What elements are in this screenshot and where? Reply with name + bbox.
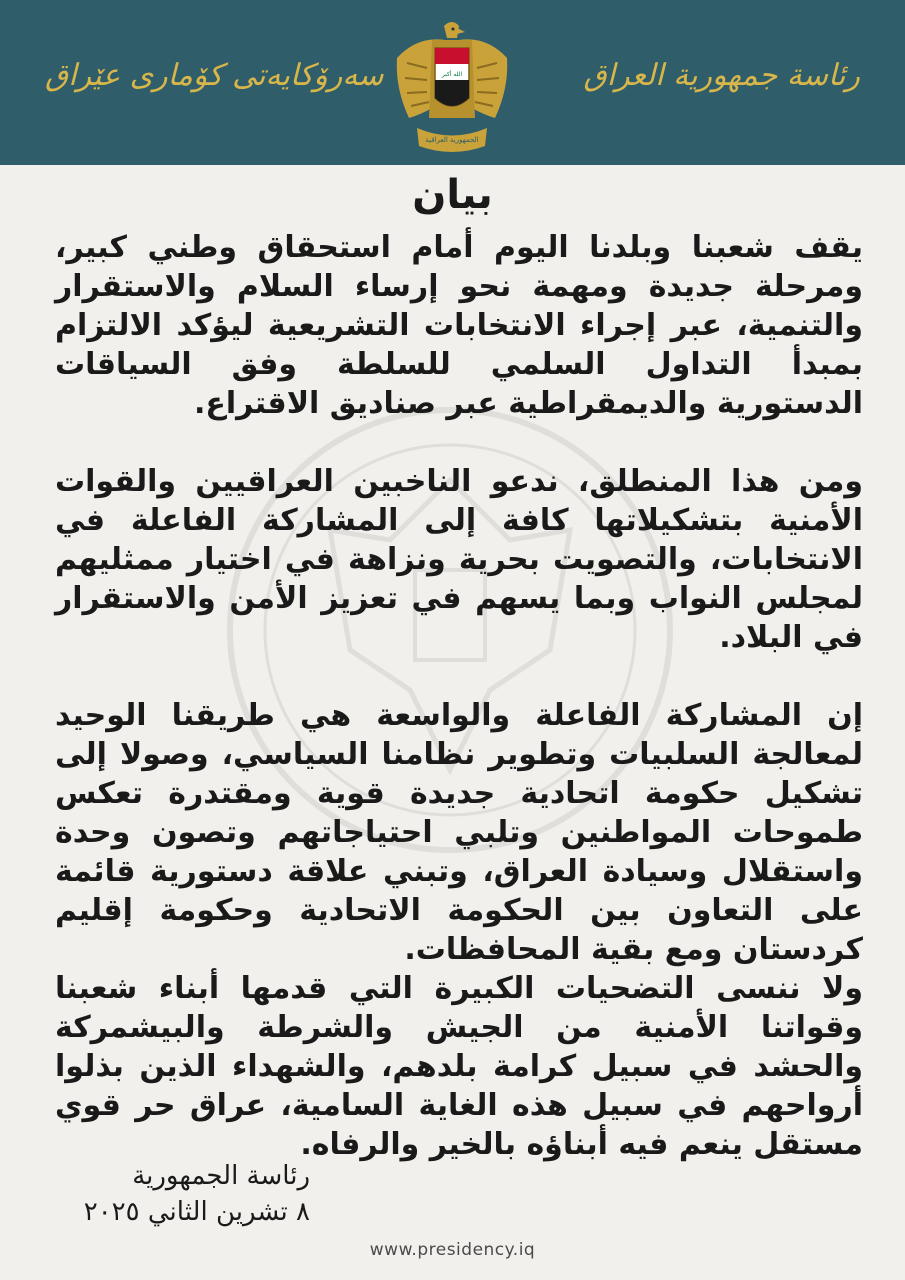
- kurdish-presidency-title: سەرۆکایەتی کۆماری عێراق: [45, 58, 384, 93]
- document-title: بيان: [412, 172, 493, 218]
- header-banner: [0, 0, 905, 165]
- paragraph: إن المشاركة الفاعلة والواسعة هي طريقنا الوحيد لمعالجة السلبيات وتطوير نظامنا السياسي، وصولا إلى تشكيل حكومة اتحادية جديدة قوية ومقتدرة تعكس طموحات المواطنين وتلبي احتياجاتهم وتصون وحدة واستقلال وسيادة العراق، وتبني علاقة دستورية قائمة على التعاون بين الحكومة الاتحادية وحكومة إقليم كردستان ومع بقية المحافظات.: [55, 698, 863, 967]
- paragraph: ولا ننسى التضحيات الكبيرة التي قدمها أبناء شعبنا وقواتنا الأمنية من الجيش والشرطة والبيشمركة والحشد في سبيل كرامة بلدهم، والشهداء الذين بذلوا أرواحهم في سبيل هذه الغاية السامية، عراق حر قوي مستقل ينعم فيه أبناؤه بالخير والرفاه.: [55, 971, 863, 1162]
- paragraph: يقف شعبنا وبلدنا اليوم أمام استحقاق وطني كبير، ومرحلة جديدة ومهمة نحو إرساء السلام والاستقرار والتنمية، عبر إجراء الانتخابات التشريعية ليؤكد الالتزام بمبدأ التداول السلمي للسلطة وفق السياقات الدستورية والديمقراطية عبر صناديق الاقتراع.: [55, 230, 863, 421]
- signature-org: رئاسة الجمهورية: [132, 1161, 310, 1191]
- signature-block: [60, 1158, 310, 1230]
- statement-body: [55, 228, 863, 1164]
- emblem-scroll-text: الجمهورية العراقية: [425, 136, 479, 144]
- footer-url[interactable]: www.presidency.iq: [369, 1240, 536, 1260]
- paragraph: ومن هذا المنطلق، ندعو الناخبين العراقيين والقوات الأمنية بتشكيلاتها كافة إلى المشاركة الفاعلة في الانتخابات، والتصويت بحرية ونزاهة في اختيار ممثليهم لمجلس النواب وبما يسهم في تعزيز الأمن والاستقرار في البلاد.: [55, 464, 863, 655]
- eagle-emblem-icon: [387, 18, 517, 158]
- signature-date: ٨ تشرين الثاني ٢٠٢٥: [83, 1197, 310, 1227]
- flag-text: الله أكبر: [441, 71, 463, 78]
- arabic-presidency-title: رئاسة جمهورية العراق: [583, 58, 860, 93]
